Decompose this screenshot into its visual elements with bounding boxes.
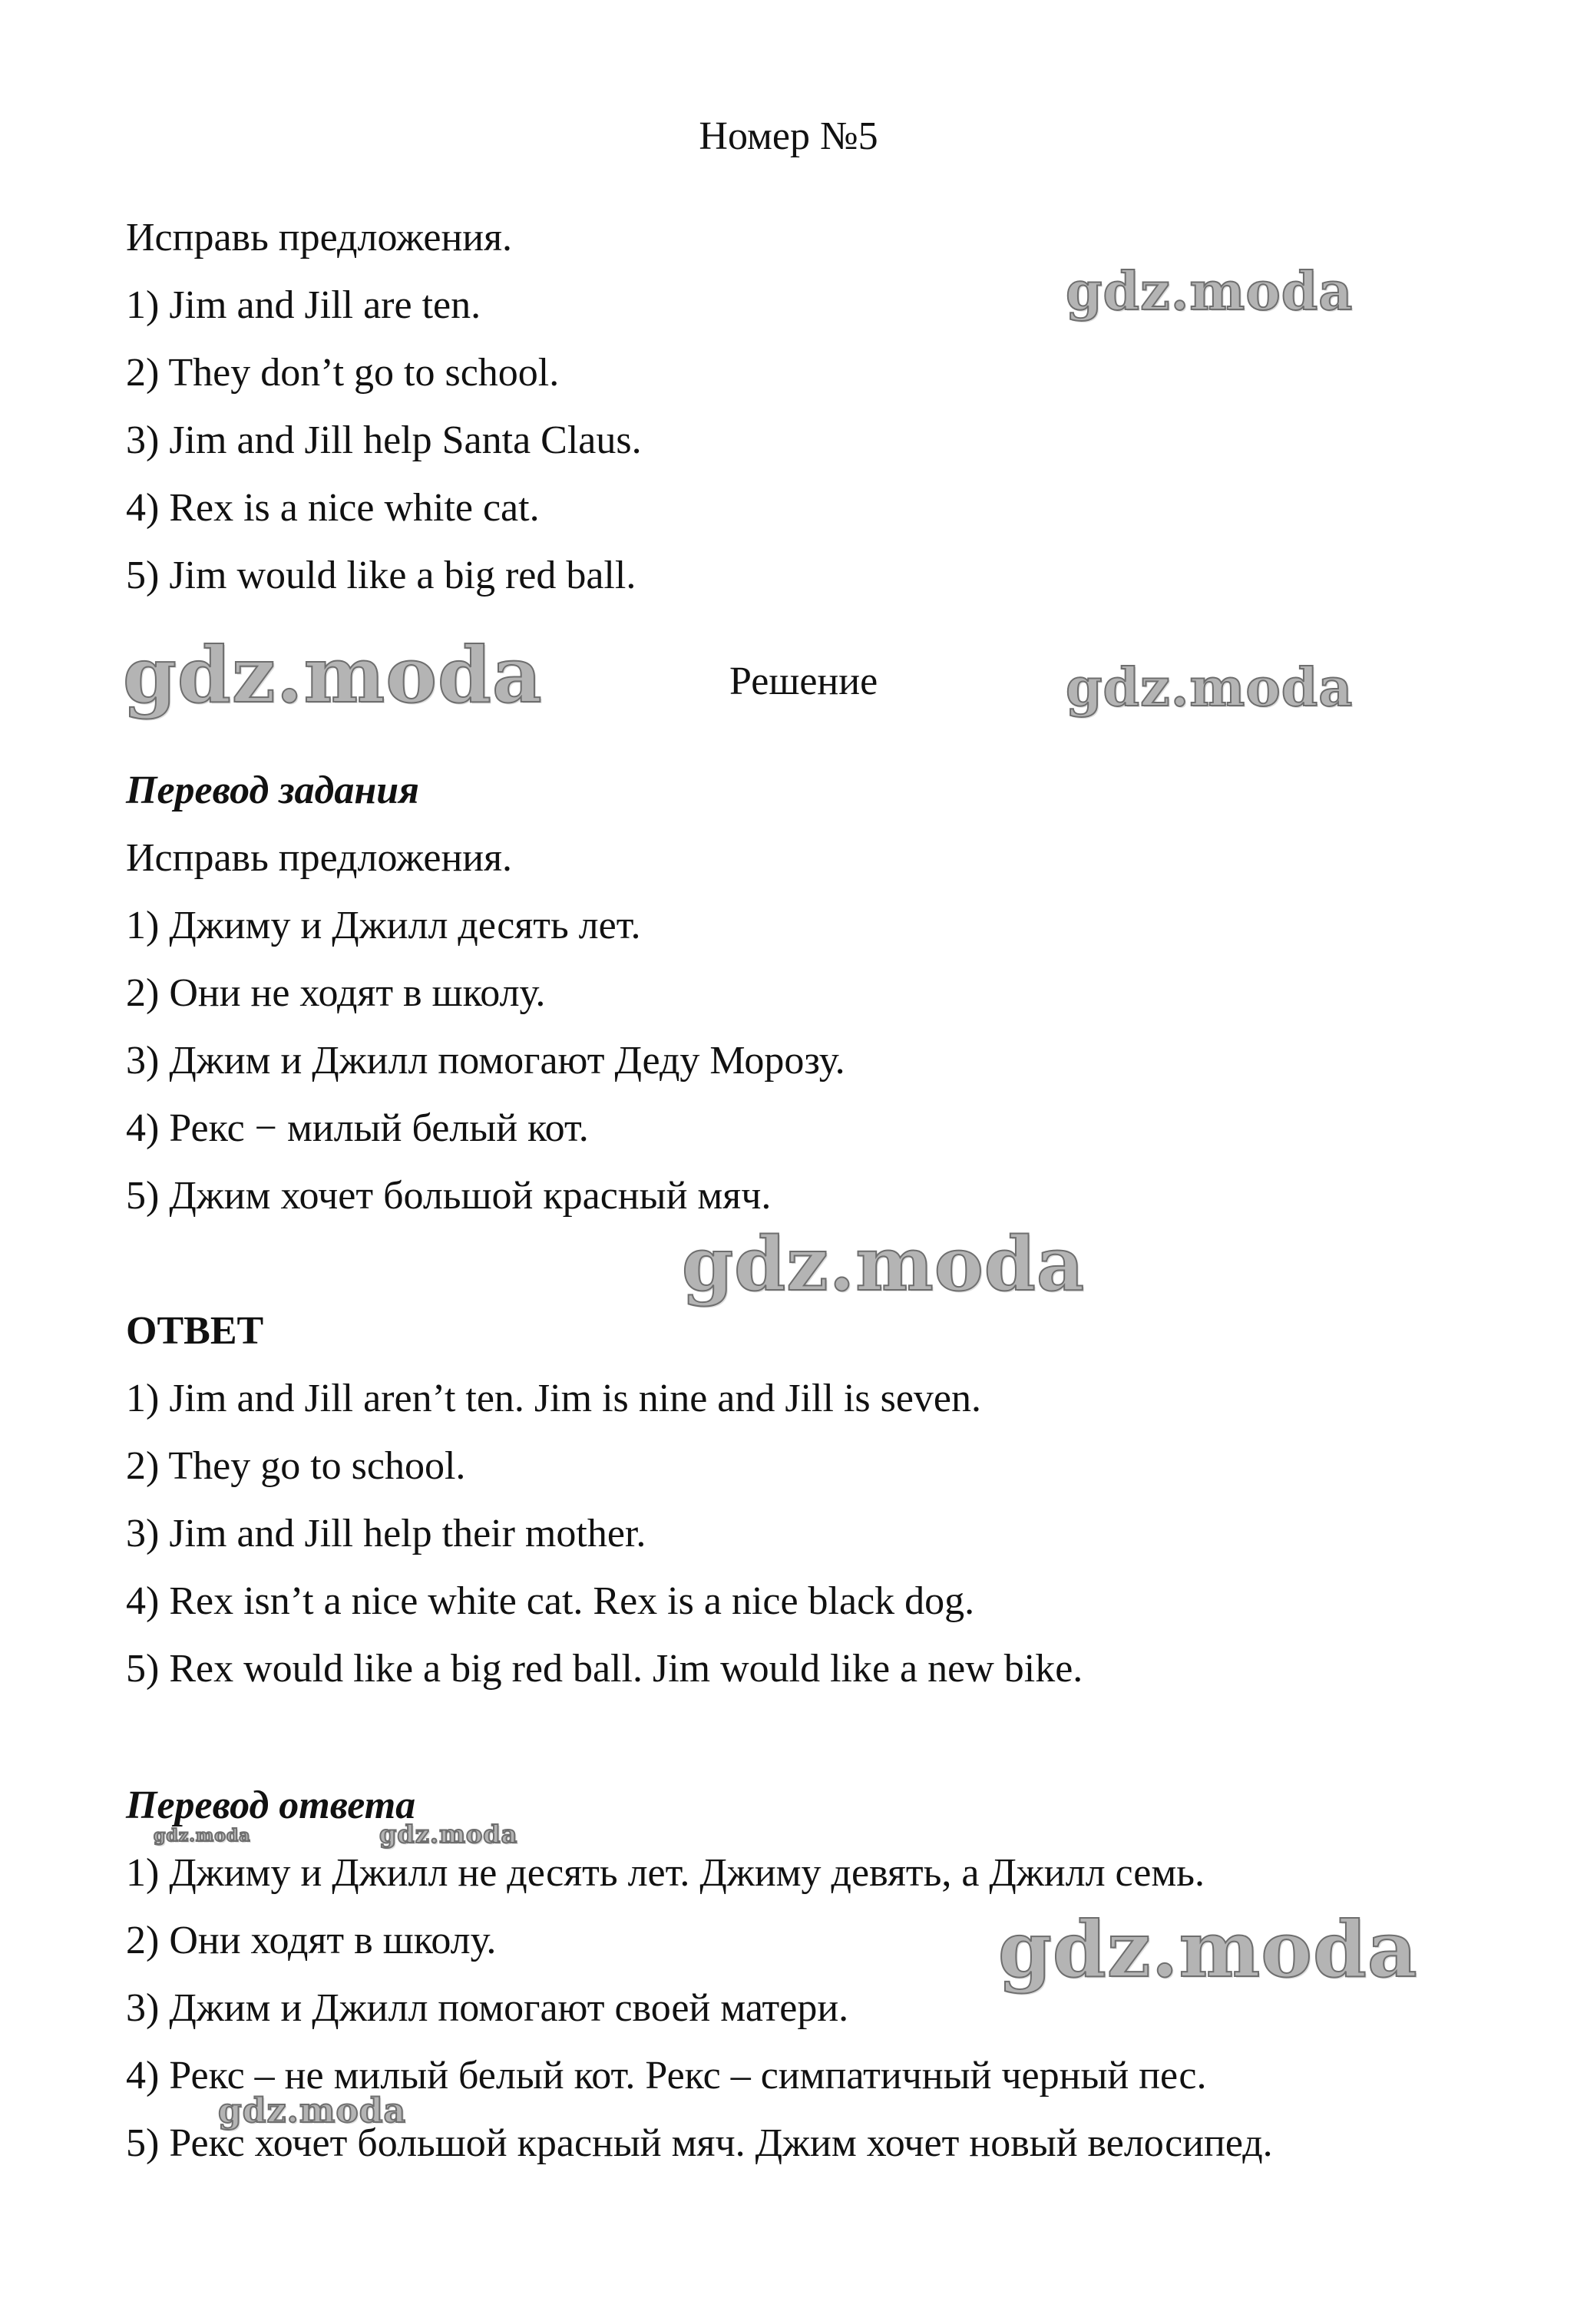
answer-item: 1) Jim and Jill aren’t ten. Jim is nine and Jill is seven. [126, 1377, 982, 1420]
watermark: gdz.moda [682, 1221, 1086, 1307]
task-instruction: Исправь предложения. [126, 216, 513, 260]
translation-answer-item: 3) Джим и Джилл помогают своей матери. [126, 1986, 849, 2030]
task-item: 5) Jim would like a big red ball. [126, 554, 636, 597]
answer-item: 4) Rex isn’t a nice white cat. Rex is a nice black dog. [126, 1579, 975, 1623]
watermark: gdz.moda [1066, 261, 1354, 322]
translation-answer-item: 5) Рекс хочет большой красный мяч. Джим хочет новый велосипед. [126, 2121, 1273, 2165]
task-item: 1) Jim and Jill are ten. [126, 283, 481, 327]
translation-task-instruction: Исправь предложения. [126, 836, 513, 880]
translation-task-item: 3) Джим и Джилл помогают Деду Морозу. [126, 1039, 845, 1083]
translation-task-item: 5) Джим хочет большой красный мяч. [126, 1174, 772, 1218]
translation-answer-heading: Перевод ответа [126, 1783, 416, 1827]
watermark: gdz.moda [218, 2091, 407, 2131]
translation-task-item: 2) Они не ходят в школу. [126, 971, 546, 1015]
translation-task-heading: Перевод задания [126, 769, 419, 812]
page-title: Номер №5 [699, 114, 878, 158]
solution-label: Решение [729, 660, 878, 703]
task-item: 2) They don’t go to school. [126, 351, 560, 395]
watermark: gdz.moda [379, 1820, 518, 1849]
task-item: 4) Rex is a nice white cat. [126, 486, 540, 530]
answer-heading: ОТВЕТ [126, 1309, 264, 1353]
watermark: gdz.moda [1066, 657, 1354, 719]
translation-answer-item: 2) Они ходят в школу. [126, 1919, 497, 1962]
translation-answer-item: 1) Джиму и Джилл не десять лет. Джиму девять, а Джилл семь. [126, 1851, 1205, 1895]
translation-task-item: 4) Рекс − милый белый кот. [126, 1106, 589, 1150]
task-item: 3) Jim and Jill help Santa Claus. [126, 418, 642, 462]
answer-item: 2) They go to school. [126, 1444, 466, 1488]
watermark: gdz.moda [998, 1904, 1418, 1995]
watermark: gdz.moda [123, 630, 543, 720]
answer-item: 3) Jim and Jill help their mother. [126, 1512, 646, 1555]
translation-answer-item: 4) Рекс – не милый белый кот. Рекс – симпатичный черный пес. [126, 2054, 1207, 2098]
watermark: gdz.moda [154, 1826, 251, 1846]
translation-task-item: 1) Джиму и Джилл десять лет. [126, 904, 641, 947]
answer-item: 5) Rex would like a big red ball. Jim would like a new bike. [126, 1647, 1083, 1691]
